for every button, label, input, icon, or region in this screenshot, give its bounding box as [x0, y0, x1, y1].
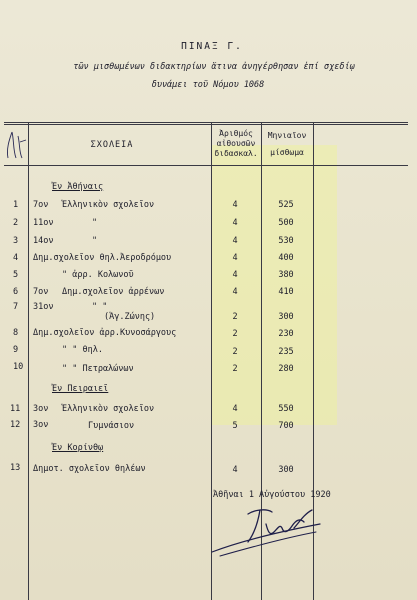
column-header-schools: ΣΧΟΛΕΙΑ [90, 140, 134, 150]
row-number: 10 [13, 362, 24, 372]
row-grade: 3ον [33, 404, 49, 414]
row-school-name: " " θηλ. [62, 345, 103, 355]
row-number: 4 [13, 253, 19, 263]
column-header-rooms-2: αἰθουσῶν [216, 139, 256, 148]
row-school-name: Ἑλληνικὸν σχολεῖον [62, 404, 155, 414]
row-school-name: " " [92, 302, 108, 312]
number-column-rule [28, 122, 29, 600]
row-rent: 530 [278, 236, 294, 246]
row-school-name: " [92, 236, 98, 246]
row-grade: 7ον [33, 287, 49, 297]
row-grade: 31ον [33, 302, 54, 312]
subtitle-line-2: δυνάμει τοῦ Νόμου 1068 [151, 80, 265, 90]
row-rent: 525 [278, 200, 294, 210]
row-rooms: 4 [232, 253, 238, 263]
row-rooms: 4 [232, 218, 238, 228]
row-rooms: 4 [232, 287, 238, 297]
row-rooms: 4 [232, 404, 238, 414]
row-grade: 7ον [33, 200, 49, 210]
section-heading-piraeus: Ἐν Πειραιεῖ [52, 384, 109, 394]
row-rent: 500 [278, 218, 294, 228]
subtitle-line-1: τῶν μισθωμένων διδακτηρίων ἅτινα ἀνηγέρθησαν ἐπί σχεδίῳ [73, 62, 355, 72]
row-school-subname: (Ἁγ.Ζώνης) [104, 312, 156, 322]
page-title: ΠΙΝΑΞ Γ. [181, 41, 243, 52]
column-header-rooms-1: Ἀριθμός [219, 129, 253, 138]
row-number: 1 [13, 200, 19, 210]
row-rooms: 5 [232, 421, 238, 431]
row-school-name: Δημ.σχολεῖον ἀρρ.Κυνοσάργους [33, 328, 177, 338]
row-rent: 235 [278, 347, 294, 357]
row-rent: 400 [278, 253, 294, 263]
row-number: 5 [13, 270, 19, 280]
table-top-rule [4, 122, 408, 123]
row-rooms: 4 [232, 236, 238, 246]
row-rent: 300 [278, 312, 294, 322]
row-rent: 280 [278, 364, 294, 374]
row-school-name: Γυμνάσιον [88, 421, 135, 431]
row-grade: 11ον [33, 218, 54, 228]
row-rent: 550 [278, 404, 294, 414]
row-school-name: " [92, 218, 98, 228]
date-line: Ἀθῆναι 1 Αὐγούστου 1920 [213, 490, 331, 500]
row-grade: 14ον [33, 236, 54, 246]
column-header-rent-2: μίσθωμα [270, 148, 304, 157]
highlight-shading [212, 145, 337, 425]
row-number: 7 [13, 302, 19, 312]
row-school-name: " ἀρρ. Κολωνοῦ [62, 270, 134, 280]
row-rent: 230 [278, 329, 294, 339]
section-heading-corinth: Ἐν Κορίνθῳ [52, 443, 104, 453]
row-rent: 410 [278, 287, 294, 297]
header-bottom-rule [4, 165, 408, 166]
row-number: 9 [13, 345, 19, 355]
margin-handwritten-note [2, 128, 28, 162]
row-number: 3 [13, 236, 19, 246]
row-rooms: 4 [232, 465, 238, 475]
row-rent: 380 [278, 270, 294, 280]
handwritten-signature [208, 502, 326, 564]
row-rent: 700 [278, 421, 294, 431]
row-school-name: Δημ.σχολεῖον θηλ.Ἀεροδρόμου [33, 253, 172, 263]
row-number: 11 [10, 404, 21, 414]
row-number: 2 [13, 218, 19, 228]
row-number: 6 [13, 287, 19, 297]
row-school-name: " " Πετραλώνων [62, 364, 134, 374]
row-school-name: Δημ.σχολεῖον ἀρρένων [62, 287, 165, 297]
table-top-rule-double [4, 124, 408, 125]
row-number: 12 [10, 420, 21, 430]
row-rooms: 2 [232, 312, 238, 322]
row-school-name: Δημοτ. σχολεῖον θηλέων [33, 464, 146, 474]
row-school-name: Ἑλληνικὸν σχολεῖον [62, 200, 155, 210]
row-number: 13 [10, 463, 21, 473]
row-rent: 300 [278, 465, 294, 475]
row-rooms: 4 [232, 200, 238, 210]
section-heading-athens: Ἐν Ἀθήναις [52, 182, 104, 192]
column-header-rent-1: Μηνιαῖον [267, 131, 307, 140]
row-rooms: 2 [232, 347, 238, 357]
row-number: 8 [13, 328, 19, 338]
column-header-rooms-3: διδασκαλ. [214, 149, 258, 158]
row-rooms: 2 [232, 329, 238, 339]
row-rooms: 2 [232, 364, 238, 374]
row-rooms: 4 [232, 270, 238, 280]
row-grade: 3ον [33, 420, 49, 430]
